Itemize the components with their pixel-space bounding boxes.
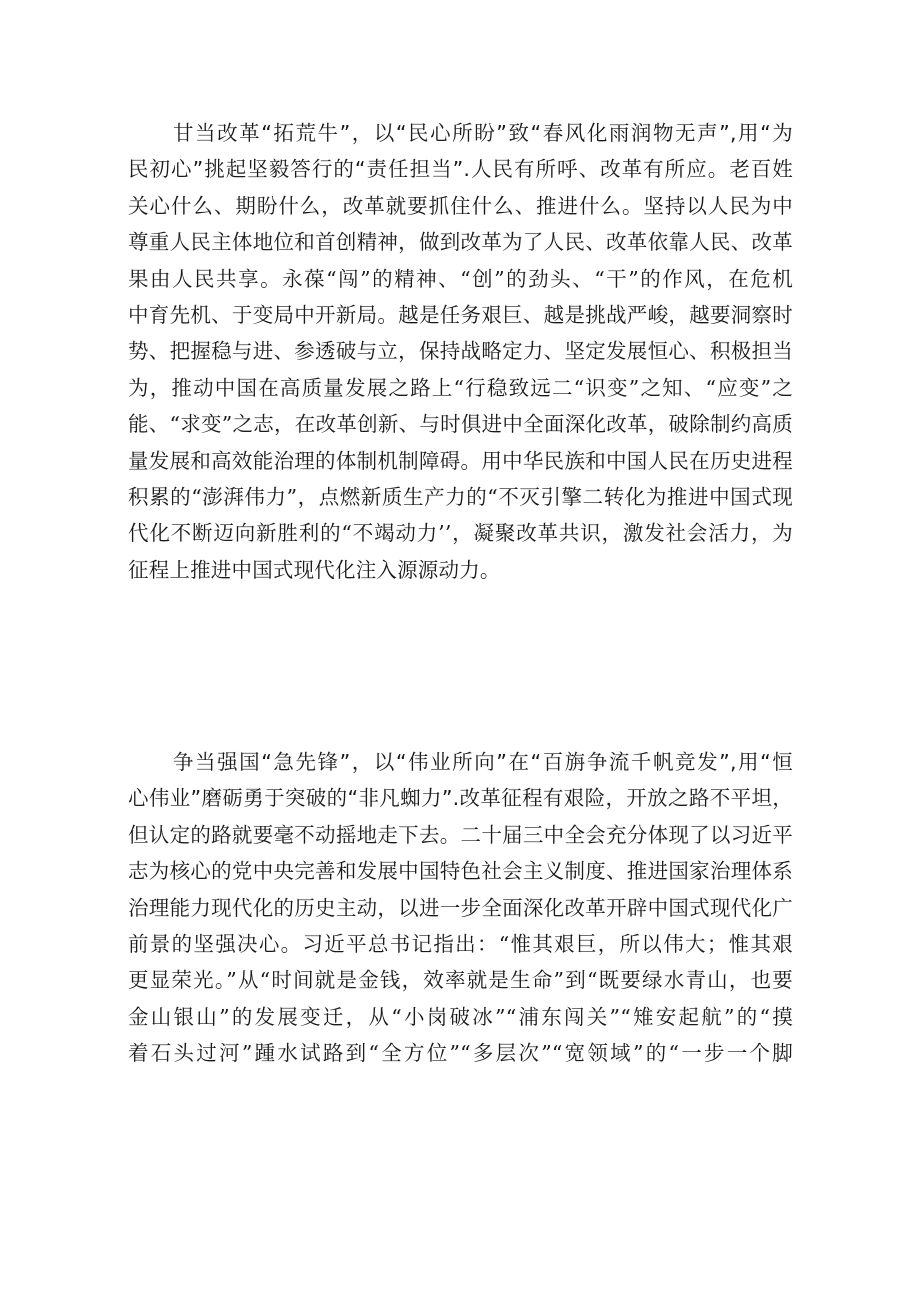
paragraph-line: 民初心”挑起坚毅答行的“责任担当”.人民有所呼、改革有所应。老百姓 (128, 157, 793, 182)
paragraph-line: 心伟业”磨砺勇于突破的“非凡蜘力”.改革征程有艰险，开放之路不平坦， (128, 786, 793, 811)
paragraph-line: 关心什么、期盼什么，改革就要抓住什么、推进什么。坚持以人民为中 (128, 193, 793, 218)
paragraph-line: 能、“求变”之志，在改革创新、与时俱进中全面深化改革，破除制约高质 (128, 412, 793, 437)
paragraph-reform-pioneer (128, 115, 793, 588)
paragraph-line: 积累的“澎湃伟力”，点燃新质生产力的“不灭引擎二转化为推进中国式现 (128, 484, 793, 509)
paragraph-line-last: 征程上推进中国式现代化注入源源动力。 (128, 557, 501, 582)
paragraph-line: 势、把握稳与进、参透破与立，保持战略定力、坚定发展恒心、积极担当 (128, 339, 793, 364)
paragraph-line: 前景的坚强决心。习近平总书记指出：“惟其艰巨，所以伟大；惟其艰 (128, 931, 793, 956)
paragraph-line: 代化不断迈向新胜利的“不竭动力’’，凝聚改革共识，激发社会活力，为 (128, 521, 793, 546)
paragraph-line: 尊重人民主体地位和首创精神，做到改革为了人民、改革依靠人民、改革 (128, 230, 793, 255)
paragraph-line: 争当强国“急先锋”，以“伟业所向”在“百旃争流千帆竞发”,用“恒 (173, 750, 793, 774)
paragraph-line: 更显荣光。”从“时间就是金钱，效率就是生命”到“既要绿水青山，也要 (128, 968, 793, 993)
paragraph-line: 着石头过河”踵水试路到“全方位”“多层次”“宽领域”的“一步一个脚 (128, 1041, 793, 1066)
paragraph-line: 甘当改革“拓荒牛”，以“民心所盼”致“春风化雨润物无声”,用“为 (173, 121, 793, 145)
paragraph-line: 治理能力现代化的历史主动，以进一步全面深化改革开辟中国式现代化广 (128, 895, 793, 920)
paragraph-line: 果由人民共享。永葆“闯”的精神、“创”的劲头、“干”的作风，在危机 (128, 266, 793, 291)
paragraph-line: 中育先机、于变局中开新局。越是任务艰巨、越是挑战严峻，越要洞察时 (128, 302, 793, 327)
paragraph-line: 志为核心的党中央完善和发展中国特色社会主义制度、推进国家治理体系 (128, 859, 793, 884)
paragraph-line: 金山银山”的发展变迁，从“小岗破冰”“浦东闯关”“雉安起航”的“摸 (128, 1004, 793, 1029)
paragraph-power-vanguard (128, 744, 793, 1072)
paragraph-line: 量发展和高效能治理的体制机制障碍。用中华民族和中国人民在历史进程 (128, 448, 793, 473)
paragraph-line: 为，推动中国在高质量发展之路上“行稳致远二“识变”之知、“应变”之 (128, 375, 793, 400)
paragraph-line: 但认定的路就要毫不动摇地走下去。二十届三中全会充分体现了以习近平 (128, 822, 793, 847)
